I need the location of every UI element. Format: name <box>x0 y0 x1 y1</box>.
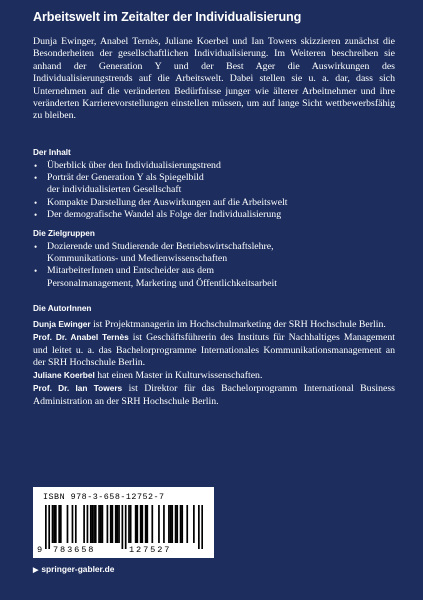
barcode-bar <box>186 505 188 543</box>
barcode-bar <box>136 505 138 543</box>
barcode-bar <box>201 505 203 549</box>
barcode-bar <box>58 505 60 543</box>
author-name: Prof. Dr. Ian Towers <box>33 383 123 394</box>
barcode-bar <box>45 505 47 549</box>
author-name: Prof. Dr. Anabel Ternès <box>33 332 129 343</box>
barcode-bar <box>158 505 160 543</box>
barcode-bar <box>67 505 69 543</box>
section-heading-zielgruppen: Die Zielgruppen <box>33 229 95 238</box>
isbn-barcode: ISBN 978-3-658-12752-7 9 783658 127527 <box>33 487 214 558</box>
barcode-bar <box>72 505 74 543</box>
bullet-icon: • <box>34 242 38 252</box>
barcode-bar <box>168 505 170 543</box>
bullet-icon: • <box>34 197 38 208</box>
barcode-bar <box>151 505 153 543</box>
list-item: • Porträt der Generation Y als Spiegelbild der individualisierten Gesellschaft <box>34 172 204 196</box>
authors-block <box>33 318 395 408</box>
barcode-bar <box>122 505 124 549</box>
barcode-bar <box>92 505 94 543</box>
barcode-bar <box>48 505 50 549</box>
author-name: Dunja Ewinger <box>33 319 91 329</box>
barcode-bar <box>145 505 147 543</box>
publisher-website-link[interactable]: ▶ springer-gabler.de <box>33 564 115 574</box>
isbn-label: ISBN 978-3-658-12752-7 <box>43 492 165 502</box>
barcode-bar <box>176 505 178 543</box>
barcode-bar <box>193 505 195 543</box>
barcode-bar <box>107 505 109 543</box>
list-item: • Dozierende und Studierende der Betriebswirtschaftslehre, Kommunikations- und Medienwissenschaften <box>34 241 274 265</box>
barcode-bar <box>95 505 97 543</box>
barcode-bar <box>118 505 120 543</box>
barcode-bar <box>125 505 127 549</box>
barcode-bar <box>171 505 173 543</box>
intro-paragraph: Dunja Ewinger, Anabel Ternès, Juliane Koerbel und Ian Towers skizzieren zunächst die Besonderheiten der gesellschaftlichen Individualisierung. Im Weiteren beschreiben sie anhand der Generation Y und der Best Ager die Auswirkungen des Individualisierungstrends auf die Arbeitswelt. Dabei stellen sie u. a. dar, dass sich Unternehmen auf die veränderten Bedürfnisse junger wie älterer Arbeitnehmer und ihre veränderten Karrierevorstellungen einstellen müssen, um auf lange Sicht wettbewerbsfähig zu bleiben. <box>33 36 395 122</box>
barcode-bar <box>130 505 132 543</box>
section-heading-autorinnen: Die AutorInnen <box>33 304 92 313</box>
author-name: Juliane Koerbel <box>33 370 95 381</box>
barcode-bar <box>93 505 95 543</box>
list-item: • Überblick über den Individualisierungstrend <box>34 160 221 171</box>
barcode-bar <box>180 505 182 543</box>
inhalt-list <box>33 160 288 221</box>
barcode-bar <box>55 505 57 543</box>
barcode-bar <box>163 505 165 543</box>
barcode-bar <box>128 505 130 543</box>
author-entry: Prof. Dr. Anabel Ternès ist Geschäftsführerin des Instituts für Nachhaltiges Management und leitet u. a. das Bachelorprogramme Internationales Kommunikationsmanagement an der SRH Hochschule Berlin. <box>33 332 395 368</box>
author-entry: Dunja Ewinger ist Projektmanagerin im Hochschulmarketing der SRH Hochschule Berlin. <box>33 319 386 330</box>
author-entry: Prof. Dr. Ian Towers ist Direktor für das Bachelorprogramm International Business Administration an der SRH Hochschule Berlin. <box>33 383 395 407</box>
barcode-bar <box>146 505 148 543</box>
bullet-icon: • <box>34 173 38 184</box>
barcode-bar <box>135 505 137 543</box>
barcode-bar <box>198 505 200 549</box>
barcode-bar <box>90 505 92 543</box>
barcode-bar <box>83 505 85 543</box>
list-item: • MitarbeiterInnen und Entscheider aus dem Personalmanagement, Marketing und Öffentlichkeitsarbeit <box>34 265 277 289</box>
list-item: • Kompakte Darstellung der Auswirkungen auf die Arbeitswelt <box>34 196 288 208</box>
author-entry: Juliane Koerbel hat einen Master in Kulturwissenschaften. <box>33 370 263 382</box>
bullet-icon: • <box>34 161 38 171</box>
barcode-bar <box>102 505 104 543</box>
barcode-bar <box>60 505 62 543</box>
triangle-right-icon: ▶ <box>33 567 39 574</box>
barcode-bar <box>170 505 172 543</box>
barcode-bar <box>112 505 114 543</box>
barcode-bar <box>98 505 100 543</box>
barcode-bar <box>175 505 177 543</box>
barcode-bar <box>181 505 183 543</box>
barcode-bar <box>100 505 102 543</box>
barcode-bar <box>110 505 112 543</box>
barcode-bar <box>52 505 54 543</box>
barcode-bars <box>45 505 203 549</box>
barcode-bar <box>115 505 117 543</box>
section-heading-inhalt: Der Inhalt <box>33 148 71 157</box>
barcode-bar <box>53 505 55 543</box>
barcode-bar <box>141 505 143 543</box>
barcode-bar <box>140 505 142 543</box>
barcode-bar <box>117 505 119 543</box>
zielgruppen-list <box>33 241 277 290</box>
list-item: • Der demografische Wandel als Folge der Individualisierung <box>34 208 282 220</box>
bullet-icon: • <box>34 266 38 277</box>
book-title: Arbeitswelt im Zeitalter der Individualisierung <box>33 10 302 24</box>
bullet-icon: • <box>34 209 38 220</box>
barcode-bar <box>75 505 77 543</box>
barcode-bar <box>87 505 89 543</box>
